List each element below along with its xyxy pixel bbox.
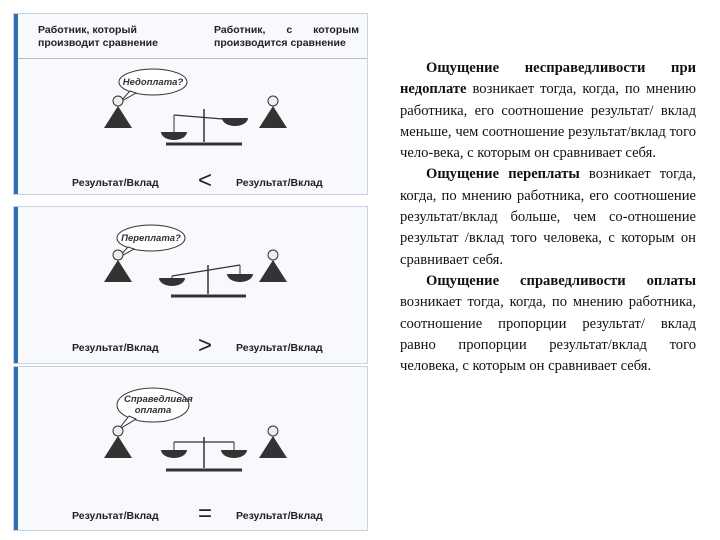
paragraph-underpayment	[400, 58, 696, 164]
bubble-text: Недоплата?	[122, 77, 184, 88]
right-ratio-label: Результат/Вклад	[236, 342, 323, 354]
person-right-body	[259, 436, 287, 458]
person-left-body	[104, 106, 132, 128]
left-ratio-label: Результат/Вклад	[72, 510, 159, 522]
comparison-sign: <	[198, 167, 213, 194]
equity-figure	[13, 13, 368, 531]
left-ratio-label: Результат/Вклад	[72, 177, 159, 189]
person-right-body	[259, 260, 287, 282]
pan-left	[159, 278, 185, 286]
person-right-head	[268, 250, 278, 260]
header-right: Работник, с которым производится сравнение	[214, 24, 359, 49]
person-right-body	[259, 106, 287, 128]
right-ratio-label: Результат/Вклад	[236, 510, 323, 522]
paragraph-fairness	[400, 271, 696, 377]
paragraph-body: возникает тогда, когда, по мнению работника, соотношение пропорции результат/ вклад равно пропорции результат/вклад того человека, с которым он сравнивает себя.	[400, 294, 696, 375]
comparison-sign: =	[198, 500, 213, 527]
paragraph-body: возникает тогда, когда, по мнению работника, его соотношение результат/ вклад меньше, чем соотношение результат/вклад того чело-века, с которым он сравнивает себя.	[400, 81, 696, 162]
left-ratio-label: Результат/Вклад	[72, 342, 159, 354]
pan-right	[227, 274, 253, 282]
right-ratio-label: Результат/Вклад	[236, 177, 323, 189]
scale-illustration	[14, 367, 369, 532]
panel-overpayment	[13, 206, 368, 364]
header-left: Работник, который производит сравнение	[38, 24, 158, 49]
person-right-head	[268, 426, 278, 436]
comparison-sign: >	[198, 332, 213, 359]
panel-fair-pay	[13, 366, 368, 531]
term-overpayment: Ощущение переплаты	[426, 166, 580, 183]
paragraph-overpayment	[400, 164, 696, 270]
scale-illustration	[14, 14, 369, 196]
explanation-text	[400, 58, 696, 377]
term-fairness: Ощущение справедливости оплаты	[426, 272, 696, 289]
person-left-head	[113, 426, 123, 436]
pan-left	[161, 132, 187, 140]
term-underpayment: Ощущение несправедливости при недоплате	[400, 60, 696, 98]
person-left-head	[113, 250, 123, 260]
panel-underpayment	[13, 13, 368, 195]
bubble-text: Переплата?	[121, 233, 181, 244]
pan-left	[161, 450, 187, 458]
pan-right	[221, 450, 247, 458]
paragraph-body: возникает тогда, когда, по мнению работника, его соотношение результат/вклад больше, чем со-отношение результат /вклад того человека, с которым он сравнивает себя.	[400, 166, 696, 268]
bubble-text: Справедливая оплата	[124, 394, 193, 416]
person-left-head	[113, 96, 123, 106]
person-left-body	[104, 260, 132, 282]
person-left-body	[104, 436, 132, 458]
person-right-head	[268, 96, 278, 106]
pan-right	[222, 118, 248, 126]
